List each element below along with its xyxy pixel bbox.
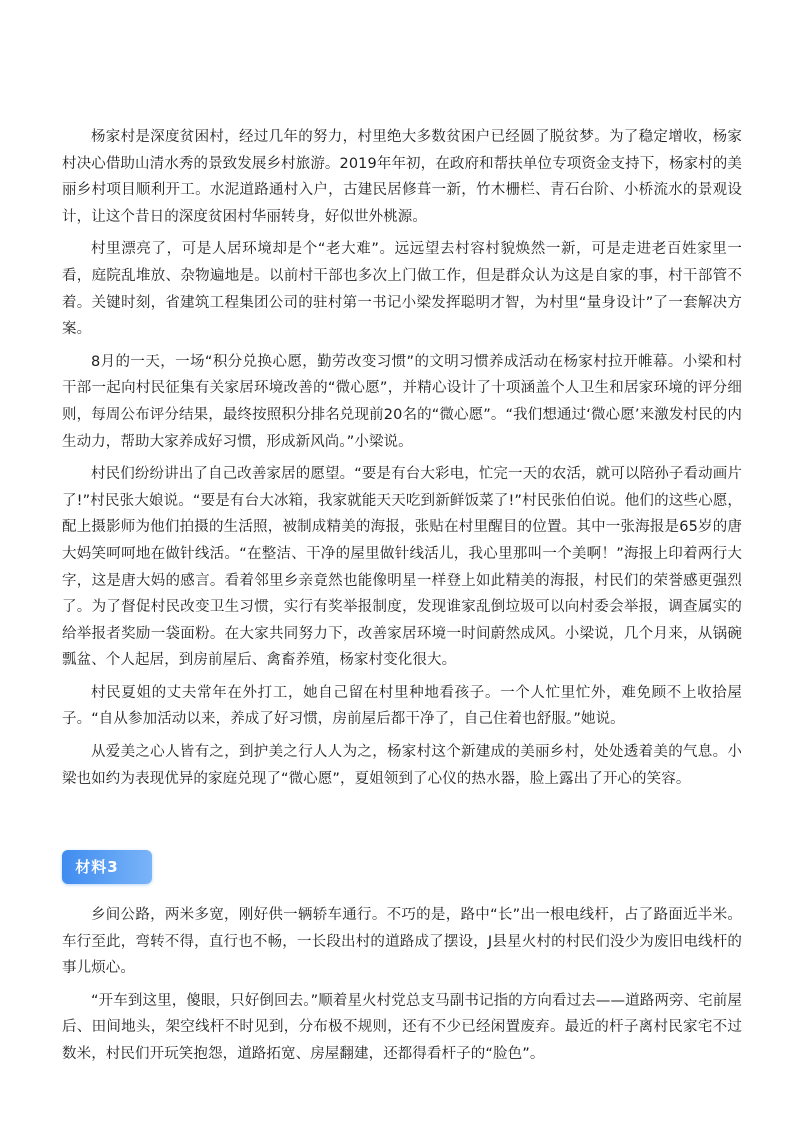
- paragraph: “开车到这里，傻眼，只好倒回去。”顺着星火村党总支马副书记指的方向看过去——道路两旁、宅前屋后、田间地头，架空线杆不时见到，分布极不规则，还有不少已经闲置废弃。最近的杆子离村民家宅不过数米，村民们开玩笑抱怨，道路拓宽、房屋翻建，还都得看杆子的“脸色”。: [62, 992, 742, 1062]
- paragraph: 从爱美之心人皆有之，到护美之行人人为之，杨家村这个新建成的美丽乡村，处处透着美的气息。小梁也如约为表现优异的家庭兑现了“微心愿”，夏姐领到了心仪的热水器，脸上露出了开心的笑容。: [62, 744, 742, 787]
- paragraph: 村里漂亮了，可是人居环境却是个“老大难”。远远望去村容村貌焕然一新，可是走进老百姓家里一看，庭院乱堆放、杂物遍地是。以前村干部也多次上门做工作，但是群众认为这是自家的事，村干部管不着。关键时刻，省建筑工程集团公司的驻村第一书记小梁发挥聪明才智，为村里“量身设计”了一套解决方案。: [62, 241, 742, 338]
- section-badge-label: 材料3: [75, 858, 119, 876]
- paragraph: 杨家村是深度贫困村，经过几年的努力，村里绝大多数贫困户已经圆了脱贫梦。为了稳定增收，杨家村决心借助山清水秀的景致发展乡村旅游。2019年年初，在政府和帮扶单位专项资金支持下，杨家村的美丽乡村项目顺利开工。水泥道路通村入户，古建民居修葺一新，竹木栅栏、青石台阶、小桥流水的景观设计，让这个昔日的深度贫困村华丽转身，好似世外桃源。: [62, 129, 742, 225]
- paragraph: 村民夏姐的丈夫常年在外打工，她自己留在村里种地看孩子。一个人忙里忙外，难免顾不上收拾屋子。“自从参加活动以来，养成了好习惯，房前屋后都干净了，自己住着也舒服。”她说。: [62, 684, 742, 728]
- paragraph: 8月的一天，一场“积分兑换心愿，勤劳改变习惯”的文明习惯养成活动在杨家村拉开帷幕。小梁和村干部一起向村民征集有关家居环境改善的“微心愿”，并精心设计了十项涵盖个人卫生和居家环境的评分细则，每周公布评分结果，最终按照积分排名兑现前20名的“微心愿”。“我们想通过‘微心愿’来激发村民的内生动力，帮助大家养成好习惯，形成新风尚。”小梁说。: [62, 353, 742, 450]
- material-3-body: [62, 902, 742, 1074]
- section-badge: [62, 850, 152, 884]
- material-2-body: [62, 124, 742, 798]
- paragraph: 村民们纷纷讲出了自己改善家居的愿望。“要是有台大彩电，忙完一天的农活，就可以陪孙子看动画片了!”村民张大娘说。“要是有台大冰箱，我家就能天天吃到新鲜饭菜了!”村民张伯伯说。他们的这些心愿，配上摄影师为他们拍摄的生活照，被制成精美的海报，张贴在村里醒目的位置。其中一张海报是65岁的唐大妈笑呵呵地在做针线活。“在整洁、干净的屋里做针线活儿，我心里那叫一个美啊！”海报上印着两行大字，这是唐大妈的感言。看着邻里乡亲竟然也能像明星一样登上如此精美的海报，村民们的荣誉感更强烈了。为了督促村民改变卫生习惯，实行有奖举报制度，发现谁家乱倒垃圾可以向村委会举报，调查属实的给举报者奖励一袋面粉。在大家共同努力下，改善家居环境一时间蔚然成风。小梁说，几个月来，从锅碗瓢盆、个人起居，到房前屋后、禽畜养殖，杨家村变化很大。: [62, 466, 742, 669]
- paragraph: 乡间公路，两米多宽，刚好供一辆轿车通行。不巧的是，路中“长”出一根电线杆，占了路面近半米。车行至此，弯转不得，直行也不畅，一长段出村的道路成了摆设，J县星火村的村民们没少为废旧电线杆的事儿烦心。: [62, 907, 742, 977]
